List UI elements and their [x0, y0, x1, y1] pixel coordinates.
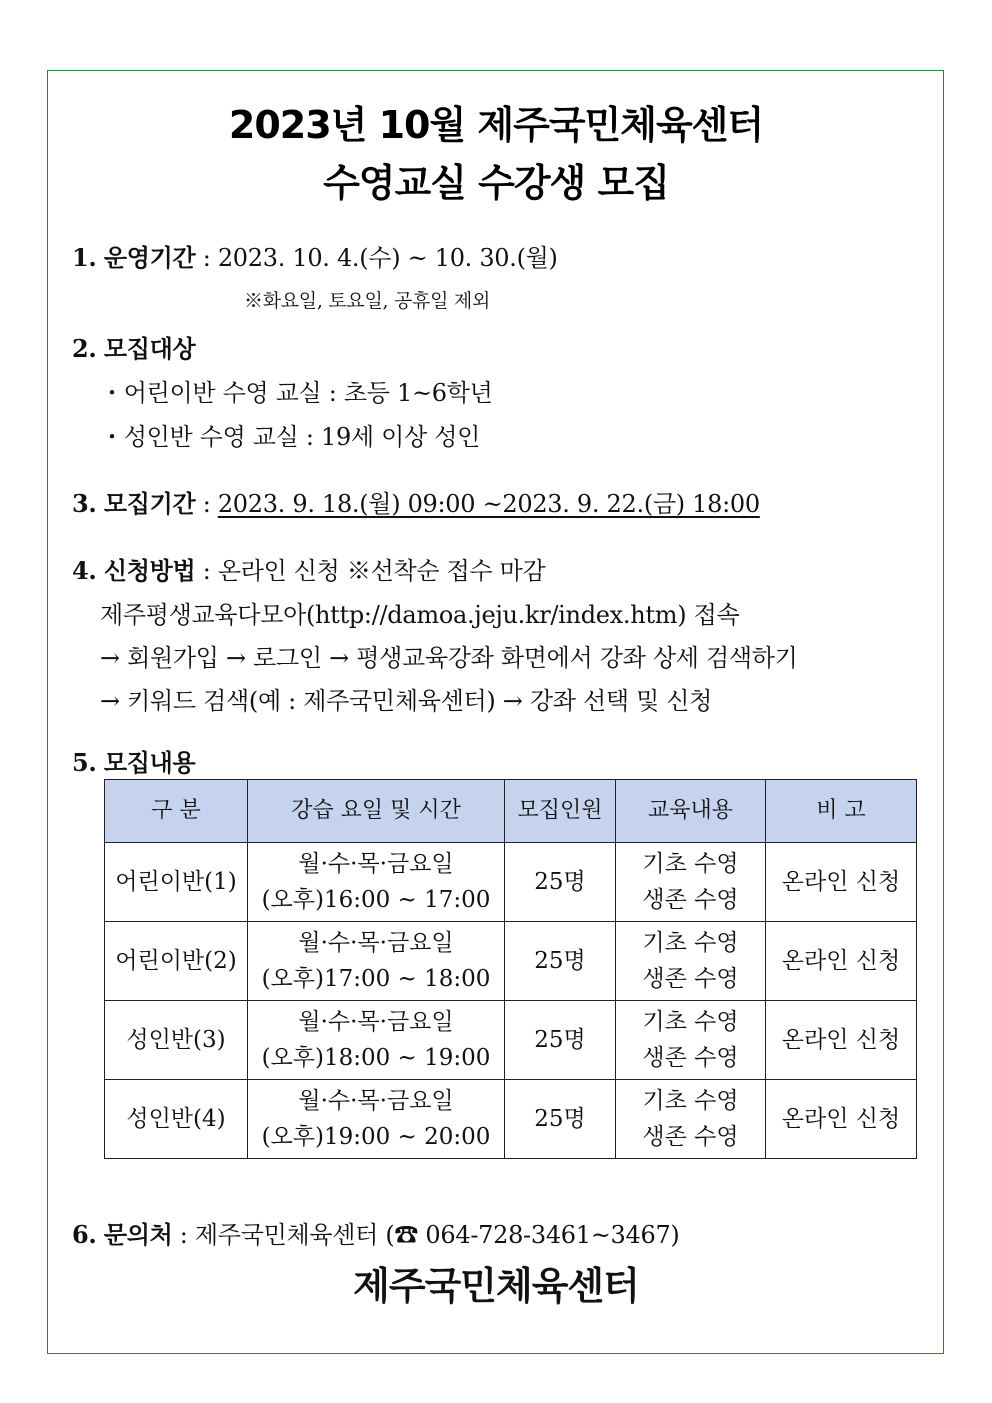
- section-heading: 모집대상: [103, 334, 196, 363]
- page-title-line1: 2023년 10월 제주국민체육센터: [228, 103, 764, 147]
- schedule-cell: [248, 843, 505, 922]
- target-item-children: ・어린이반 수영 교실 : 초등 1~6학년: [100, 379, 493, 407]
- target-item-adults: ・성인반 수영 교실 : 19세 이상 성인: [100, 423, 481, 451]
- column-header: 강습 요일 및 시간: [248, 780, 505, 843]
- section-heading: 신청방법: [103, 556, 196, 585]
- table-row: [105, 1001, 917, 1080]
- recruit-period-value: 2023. 9. 18.(월) 09:00 ~2023. 9. 22.(금) 18:00: [217, 490, 760, 518]
- section-heading: 모집기간: [103, 489, 196, 518]
- remark: 온라인 신청: [766, 843, 917, 922]
- operation-period-value: 2023. 10. 4.(수) ~ 10. 30.(월): [217, 244, 558, 272]
- section-apply-method: [72, 551, 545, 586]
- content-cell: [616, 922, 766, 1001]
- separator: :: [195, 244, 218, 272]
- section-heading: 문의처: [103, 1220, 173, 1249]
- content-basic: 기초 수영: [642, 851, 739, 877]
- section-contents: [72, 743, 195, 778]
- table-row: [105, 1080, 917, 1159]
- content-survival: 생존 수영: [642, 1045, 739, 1071]
- apply-method-value: 온라인 신청 ※선착순 접수 마감: [217, 557, 546, 585]
- section-heading: 모집내용: [103, 748, 196, 777]
- content-survival: 생존 수영: [642, 1124, 739, 1150]
- schedule-cell: [248, 922, 505, 1001]
- capacity: 25명: [505, 843, 616, 922]
- class-name: 어린이반(1): [105, 843, 248, 922]
- content-basic: 기초 수영: [642, 1009, 739, 1035]
- schedule-time: (오후)18:00 ~ 19:00: [261, 1045, 491, 1071]
- schedule-days: 월·수·목·금요일: [298, 930, 454, 956]
- section-contact: [72, 1215, 679, 1250]
- section-number: 5.: [72, 748, 97, 777]
- class-table: [104, 779, 917, 1159]
- separator: :: [172, 1221, 195, 1249]
- content-survival: 생존 수영: [642, 966, 739, 992]
- column-header: 모집인원: [505, 780, 616, 843]
- capacity: 25명: [505, 1080, 616, 1159]
- capacity: 25명: [505, 1001, 616, 1080]
- section-target: [72, 329, 195, 364]
- content-cell: [616, 1001, 766, 1080]
- apply-step-site: 제주평생교육다모아(http://damoa.jeju.kr/index.htm) 접속: [100, 601, 740, 629]
- schedule-days: 월·수·목·금요일: [298, 1009, 454, 1035]
- content-basic: 기초 수영: [642, 930, 739, 956]
- organization-name: 제주국민체육센터: [353, 1264, 639, 1308]
- section-number: 4.: [72, 556, 97, 585]
- table-row: [105, 843, 917, 922]
- column-header: 교육내용: [616, 780, 766, 843]
- column-header: 비 고: [766, 780, 917, 843]
- schedule-cell: [248, 1080, 505, 1159]
- page-title-line2: 수영교실 수강생 모집: [323, 161, 669, 205]
- section-recruit-period: [72, 484, 760, 519]
- section-operation-period: [72, 238, 558, 273]
- table-row: [105, 922, 917, 1001]
- column-header: 구 분: [105, 780, 248, 843]
- section-number: 1.: [72, 243, 97, 272]
- section-number: 3.: [72, 489, 97, 518]
- content-cell: [616, 1080, 766, 1159]
- content-cell: [616, 843, 766, 922]
- apply-step-login: → 회원가입 → 로그인 → 평생교육강좌 화면에서 강좌 상세 검색하기: [100, 644, 798, 672]
- remark: 온라인 신청: [766, 1080, 917, 1159]
- schedule-days: 월·수·목·금요일: [298, 1088, 454, 1114]
- schedule-days: 월·수·목·금요일: [298, 851, 454, 877]
- schedule-time: (오후)16:00 ~ 17:00: [261, 887, 491, 913]
- table-header-row: [105, 780, 917, 843]
- separator: :: [195, 557, 218, 585]
- content-survival: 생존 수영: [642, 887, 739, 913]
- schedule-cell: [248, 1001, 505, 1080]
- class-name: 성인반(3): [105, 1001, 248, 1080]
- holiday-note: ※화요일, 토요일, 공휴일 제외: [244, 290, 490, 312]
- capacity: 25명: [505, 922, 616, 1001]
- contact-value: 제주국민체육센터 (☎ 064-728-3461~3467): [194, 1221, 680, 1249]
- section-number: 6.: [72, 1220, 97, 1249]
- section-heading: 운영기간: [103, 243, 196, 272]
- schedule-time: (오후)17:00 ~ 18:00: [261, 966, 491, 992]
- remark: 온라인 신청: [766, 1001, 917, 1080]
- class-name: 성인반(4): [105, 1080, 248, 1159]
- schedule-time: (오후)19:00 ~ 20:00: [261, 1124, 491, 1150]
- content-basic: 기초 수영: [642, 1088, 739, 1114]
- remark: 온라인 신청: [766, 922, 917, 1001]
- separator: :: [195, 490, 218, 518]
- class-name: 어린이반(2): [105, 922, 248, 1001]
- section-number: 2.: [72, 334, 97, 363]
- apply-step-search: → 키워드 검색(예 : 제주국민체육센터) → 강좌 선택 및 신청: [100, 687, 713, 715]
